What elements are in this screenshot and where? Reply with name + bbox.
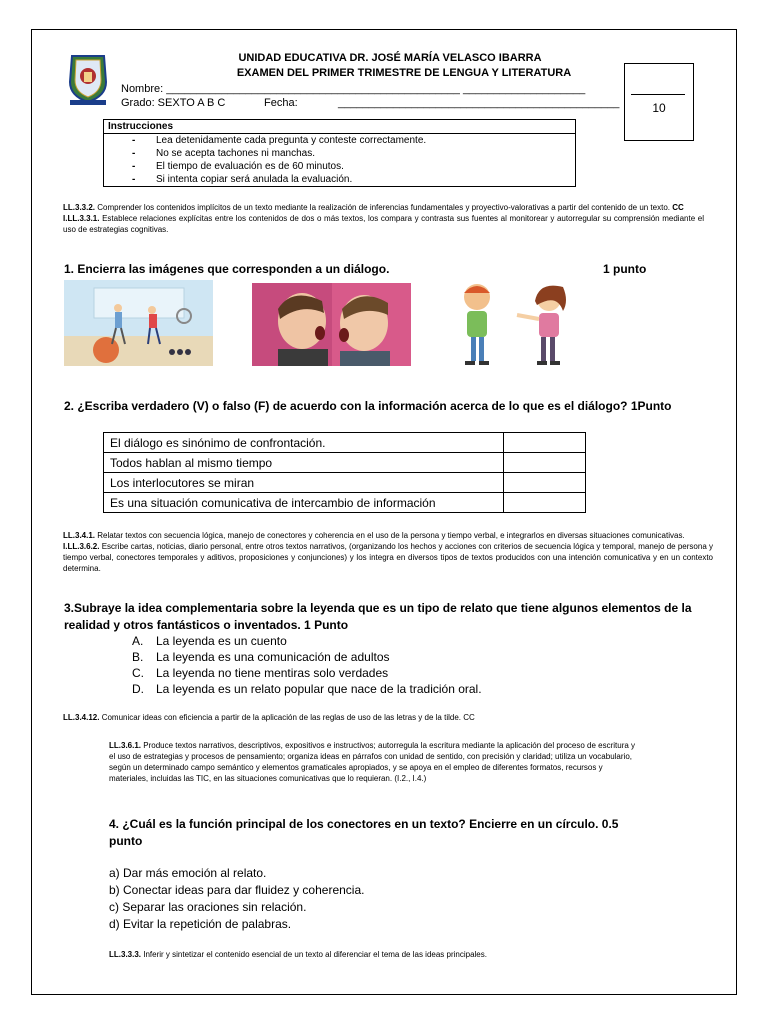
instructions-box [103,119,576,187]
criteria-text: Comunicar ideas con eficiencia a partir de la aplicación de las reglas de uso de las letras y de la tilde. CC [99,713,475,722]
criteria-code: LL.3.3.3. [109,950,142,959]
grade-line: Grado: SEXTO A B C [121,97,226,109]
score-blank-line[interactable] [631,94,685,95]
question-2: 2. ¿Escriba verdadero (V) o falso (F) de acuerdo con la información acerca de lo que es el diálogo? 1Punto [64,399,672,413]
date-field-line[interactable]: ______________________________________________ [338,97,620,109]
criteria-code: LL.3.4.1. [63,531,96,540]
option-a[interactable]: A. La leyenda es un cuento [132,634,287,648]
instructions-title: Instrucciones [104,120,575,134]
criteria-block-2 [63,530,713,574]
option-a[interactable]: a) Dar más emoción al relato. [109,866,267,880]
option-d[interactable]: D. La leyenda es un relato popular que nace de la tradición oral. [132,682,482,696]
question-3-options [132,633,482,697]
kids-talking-image[interactable] [453,281,575,366]
criteria-text: Relatar textos con secuencia lógica, manejo de conectores y coherencia en el uso de la persona y tiempo verbal, e integrarlos en diversas situaciones comunicativas. [95,531,685,540]
question-1-points: 1 punto [603,262,647,276]
score-box [624,63,694,141]
school-name: UNIDAD EDUCATIVA DR. JOSÉ MARÍA VELASCO IBARRA [238,52,542,64]
criteria-block-5 [109,949,709,960]
name-field-line[interactable]: Nombre: ________________________________________________ ____________________ [121,83,586,95]
table-row [104,433,586,453]
statement-cell: Es una situación comunicativa de intercambio de información [104,493,504,513]
criteria-code: LL.3.6.1. [109,741,142,750]
instruction-item: - Si intenta copiar será anulada la evaluación. [132,173,575,186]
answer-cell[interactable] [504,473,586,493]
criteria-code: I.LL.3.6.2. [63,542,100,551]
question-4-options [109,865,364,933]
gym-scene-image[interactable] [64,280,213,366]
criteria-text: Establece relaciones explícitas entre los contenidos de dos o más textos, los compara y contrasta sus fuentes al monitorear y autorregular su comprensión mediante el uso de estrategias cognitivas. [63,214,704,234]
score-total: 10 [652,101,666,115]
table-row [104,473,586,493]
exam-title: EXAMEN DEL PRIMER TRIMESTRE DE LENGUA Y LITERATURA [236,67,572,79]
criteria-text: Produce textos narrativos, descriptivos, expositivos e instructivos; autorregula la escritura mediante la aplicación del proceso de escritura y el uso de estrategias y procesos de pensamiento; organiza ideas en párrafos con unidad de sentido, con precisión y claridad; utiliza un vocabulario, según un determinado campo semántico y elementos gramaticales apropiados, y se apoya en el empleo de diferentes formatos, recursos y materiales, incluidas las TIC, en las situaciones comunicativas que lo requieran. (I.2., I.4.) [109,741,636,783]
criteria-block-3 [63,712,703,723]
option-b[interactable]: b) Conectar ideas para dar fluidez y coherencia. [109,883,365,897]
table-row [104,453,586,473]
statement-cell: Todos hablan al mismo tiempo [104,453,504,473]
instruction-item: - El tiempo de evaluación es de 60 minutos. [132,160,575,173]
statement-cell: Los interlocutores se miran [104,473,504,493]
question-3: 3.Subraye la idea complementaria sobre la leyenda que es un tipo de relato que tiene algunos elementos de la realidad y otros fantásticos o inventados. 1 Punto [64,601,692,632]
statement-cell: El diálogo es sinónimo de confrontación. [104,433,504,453]
option-b[interactable]: B. La leyenda es una comunicación de adultos [132,650,390,664]
question-1: 1. Encierra las imágenes que corresponden a un diálogo. [64,262,390,276]
criteria-text: Inferir y sintetizar el contenido esencial de un texto al diferenciar el tema de las ideas principales. [141,950,487,959]
criteria-code: I.LL.3.3.1. [63,214,100,223]
criteria-cc: CC [672,203,684,212]
table-row [104,493,586,513]
date-label: Fecha: [264,97,298,109]
answer-cell[interactable] [504,493,586,513]
question-4: 4. ¿Cuál es la función principal de los conectores en un texto? Encierre en un círculo. 0.5 punto [109,817,619,848]
answer-cell[interactable] [504,433,586,453]
criteria-block-1 [63,202,704,235]
instruction-item: - No se acepta tachones ni manchas. [132,147,575,160]
criteria-code: LL.3.4.12. [63,713,100,722]
criteria-code: LL.3.3.2. [63,203,96,212]
option-c[interactable]: C. La leyenda no tiene mentiras solo verdades [132,666,389,680]
boys-shouting-image[interactable] [252,283,411,366]
instructions-list [104,134,575,186]
criteria-text: Escribe cartas, noticias, diario personal, entre otros textos narrativos, (organizando los hechos y acciones con criterios de secuencia lógica y temporal, manejo de persona y tiempo verbal, conectores temporales y aditivos, proposiciones y conjunciones) y los integra en diversos tipos de textos producidos con una intención comunicativa y en un contexto determina. [63,542,713,573]
instruction-item: - Lea detenidamente cada pregunta y conteste correctamente. [132,134,575,147]
criteria-block-4 [109,740,639,784]
answer-cell[interactable] [504,453,586,473]
criteria-text: Comprender los contenidos implícitos de un texto mediante la realización de inferencias fundamentales y proyectivo-valorativas a partir del contenido de un texto. [95,203,673,212]
option-d[interactable]: d) Evitar la repetición de palabras. [109,917,292,931]
true-false-table [103,432,586,513]
option-c[interactable]: c) Separar las oraciones sin relación. [109,900,307,914]
